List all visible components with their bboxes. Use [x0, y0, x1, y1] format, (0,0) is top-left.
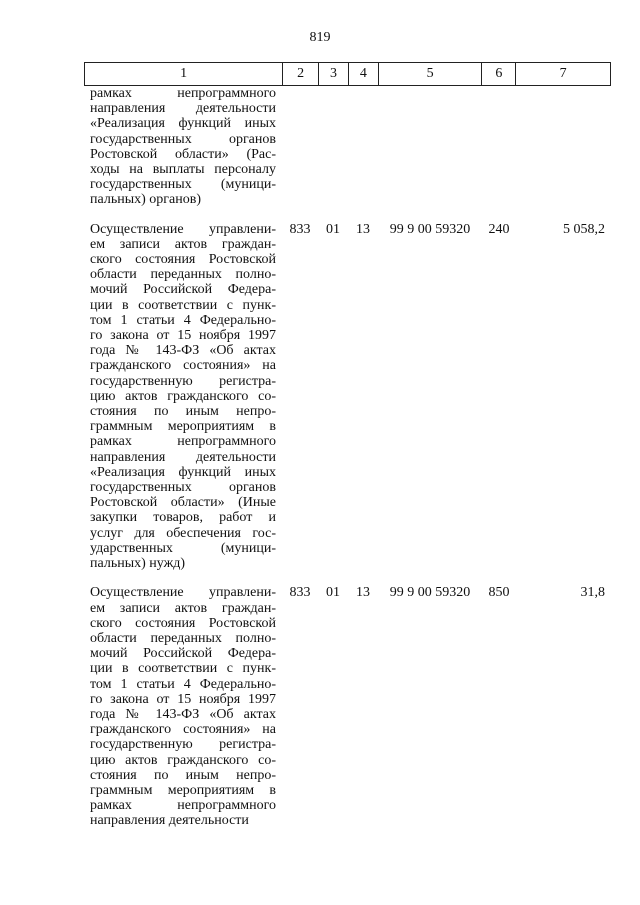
header-col-1: 1: [180, 66, 188, 81]
subsection-code: 13: [356, 585, 370, 601]
header-col-5: 5: [378, 63, 482, 85]
description-line: года № 143-ФЗ «Об актах: [90, 706, 276, 722]
description-line: ции в соответствии с пунк-: [90, 297, 276, 313]
header-col-3: 3: [318, 63, 348, 85]
budget-table: [84, 62, 611, 829]
description-line: гражданского состояния» на: [90, 358, 276, 374]
row-spacer: [84, 571, 611, 585]
description-line: граммным мероприятиям в: [90, 782, 276, 798]
ministry-code: 833: [289, 221, 311, 237]
page-number: 819: [309, 30, 331, 45]
description-line: цию актов гражданского со-: [90, 388, 276, 404]
description-line: года № 143-ФЗ «Об актах: [90, 343, 276, 359]
description-line: ского состояния Ростовской: [90, 615, 276, 631]
section-code: 01: [326, 221, 340, 237]
description-line: цию актов гражданского со-: [90, 752, 276, 768]
description-line: Осуществление управлени-: [90, 221, 276, 237]
description-line: том 1 статьи 4 Федерально-: [90, 312, 276, 328]
description-line: стояния по иным непро-: [90, 767, 276, 783]
description-line: направления деятельности: [90, 101, 276, 117]
description-line: ем записи актов граждан-: [90, 600, 276, 616]
subsection-code: 13: [356, 221, 370, 237]
description-line: ского состояния Ростовской: [90, 252, 276, 268]
row-spacer: [84, 208, 611, 222]
description-line: стояния по иным непро-: [90, 404, 276, 420]
row-description: [84, 86, 282, 208]
description-line: ударственных (муници-: [90, 540, 276, 556]
description-line: пальных) нужд): [90, 556, 186, 572]
ministry-code: [282, 86, 318, 208]
description-line: мочий Российской Федера-: [90, 646, 276, 662]
header-col-7: 7: [515, 63, 610, 85]
ministry-code: 833: [289, 585, 311, 601]
description-line: рамках непрограммного: [90, 798, 276, 814]
description-line: государственную регистра-: [90, 373, 276, 389]
description-line: мочий Российской Федера-: [90, 282, 276, 298]
row-description: [84, 222, 282, 572]
description-line: услуг для обеспечения гос-: [90, 525, 276, 541]
description-line: ем записи актов граждан-: [90, 236, 276, 252]
target-article-code: 99 9 00 59320: [389, 221, 471, 237]
description-line: направления деятельности: [90, 449, 276, 465]
description-line: области переданных полно-: [90, 267, 276, 283]
description-line: области переданных полно-: [90, 630, 276, 646]
subsection-code: [348, 86, 378, 208]
target-article-code: 99 9 00 59320: [389, 585, 471, 601]
section-code: [318, 86, 348, 208]
description-line: «Реализация функций иных: [90, 464, 276, 480]
description-line: закупки товаров, работ и: [90, 510, 276, 526]
description-line: государственную регистра-: [90, 737, 276, 753]
description-line: Ростовской области» (Рас-: [90, 146, 276, 162]
description-line: рамках непрограммного: [90, 434, 276, 450]
expense-type-code: [482, 86, 516, 208]
amount: [516, 86, 611, 208]
row-description: [84, 585, 282, 828]
description-line: го закона от 15 ноября 1997: [90, 328, 276, 344]
description-line: гражданского состояния» на: [90, 722, 276, 738]
header-col-2: 2: [282, 63, 318, 85]
description-line: государственных органов: [90, 131, 276, 147]
table-body: [84, 86, 611, 829]
description-line: направления деятельности: [90, 813, 249, 829]
description-line: Осуществление управлени-: [90, 585, 276, 601]
description-line: пальных) органов): [90, 192, 201, 208]
table-row: [84, 222, 611, 572]
description-line: государственных (муници-: [90, 177, 276, 193]
expense-type-code: 850: [488, 585, 510, 601]
amount: 5 058,2: [563, 221, 605, 237]
section-code: 01: [326, 585, 340, 601]
expense-type-code: 240: [488, 221, 510, 237]
header-col-6: 6: [481, 63, 515, 85]
table-row: [84, 585, 611, 828]
table-header-row: [84, 62, 611, 86]
description-line: го закона от 15 ноября 1997: [90, 691, 276, 707]
description-line: рамках непрограммного: [90, 86, 276, 101]
description-line: государственных органов: [90, 480, 276, 496]
header-col-4: 4: [348, 63, 378, 85]
amount: 31,8: [580, 585, 605, 601]
description-line: ходы на выплаты персоналу: [90, 162, 276, 178]
description-line: «Реализация функций иных: [90, 116, 276, 132]
target-article-code: [378, 86, 482, 208]
table-row: [84, 86, 611, 208]
description-line: граммным мероприятиям в: [90, 419, 276, 435]
description-line: том 1 статьи 4 Федерально-: [90, 676, 276, 692]
description-line: ции в соответствии с пунк-: [90, 661, 276, 677]
description-line: Ростовской области» (Иные: [90, 495, 276, 511]
